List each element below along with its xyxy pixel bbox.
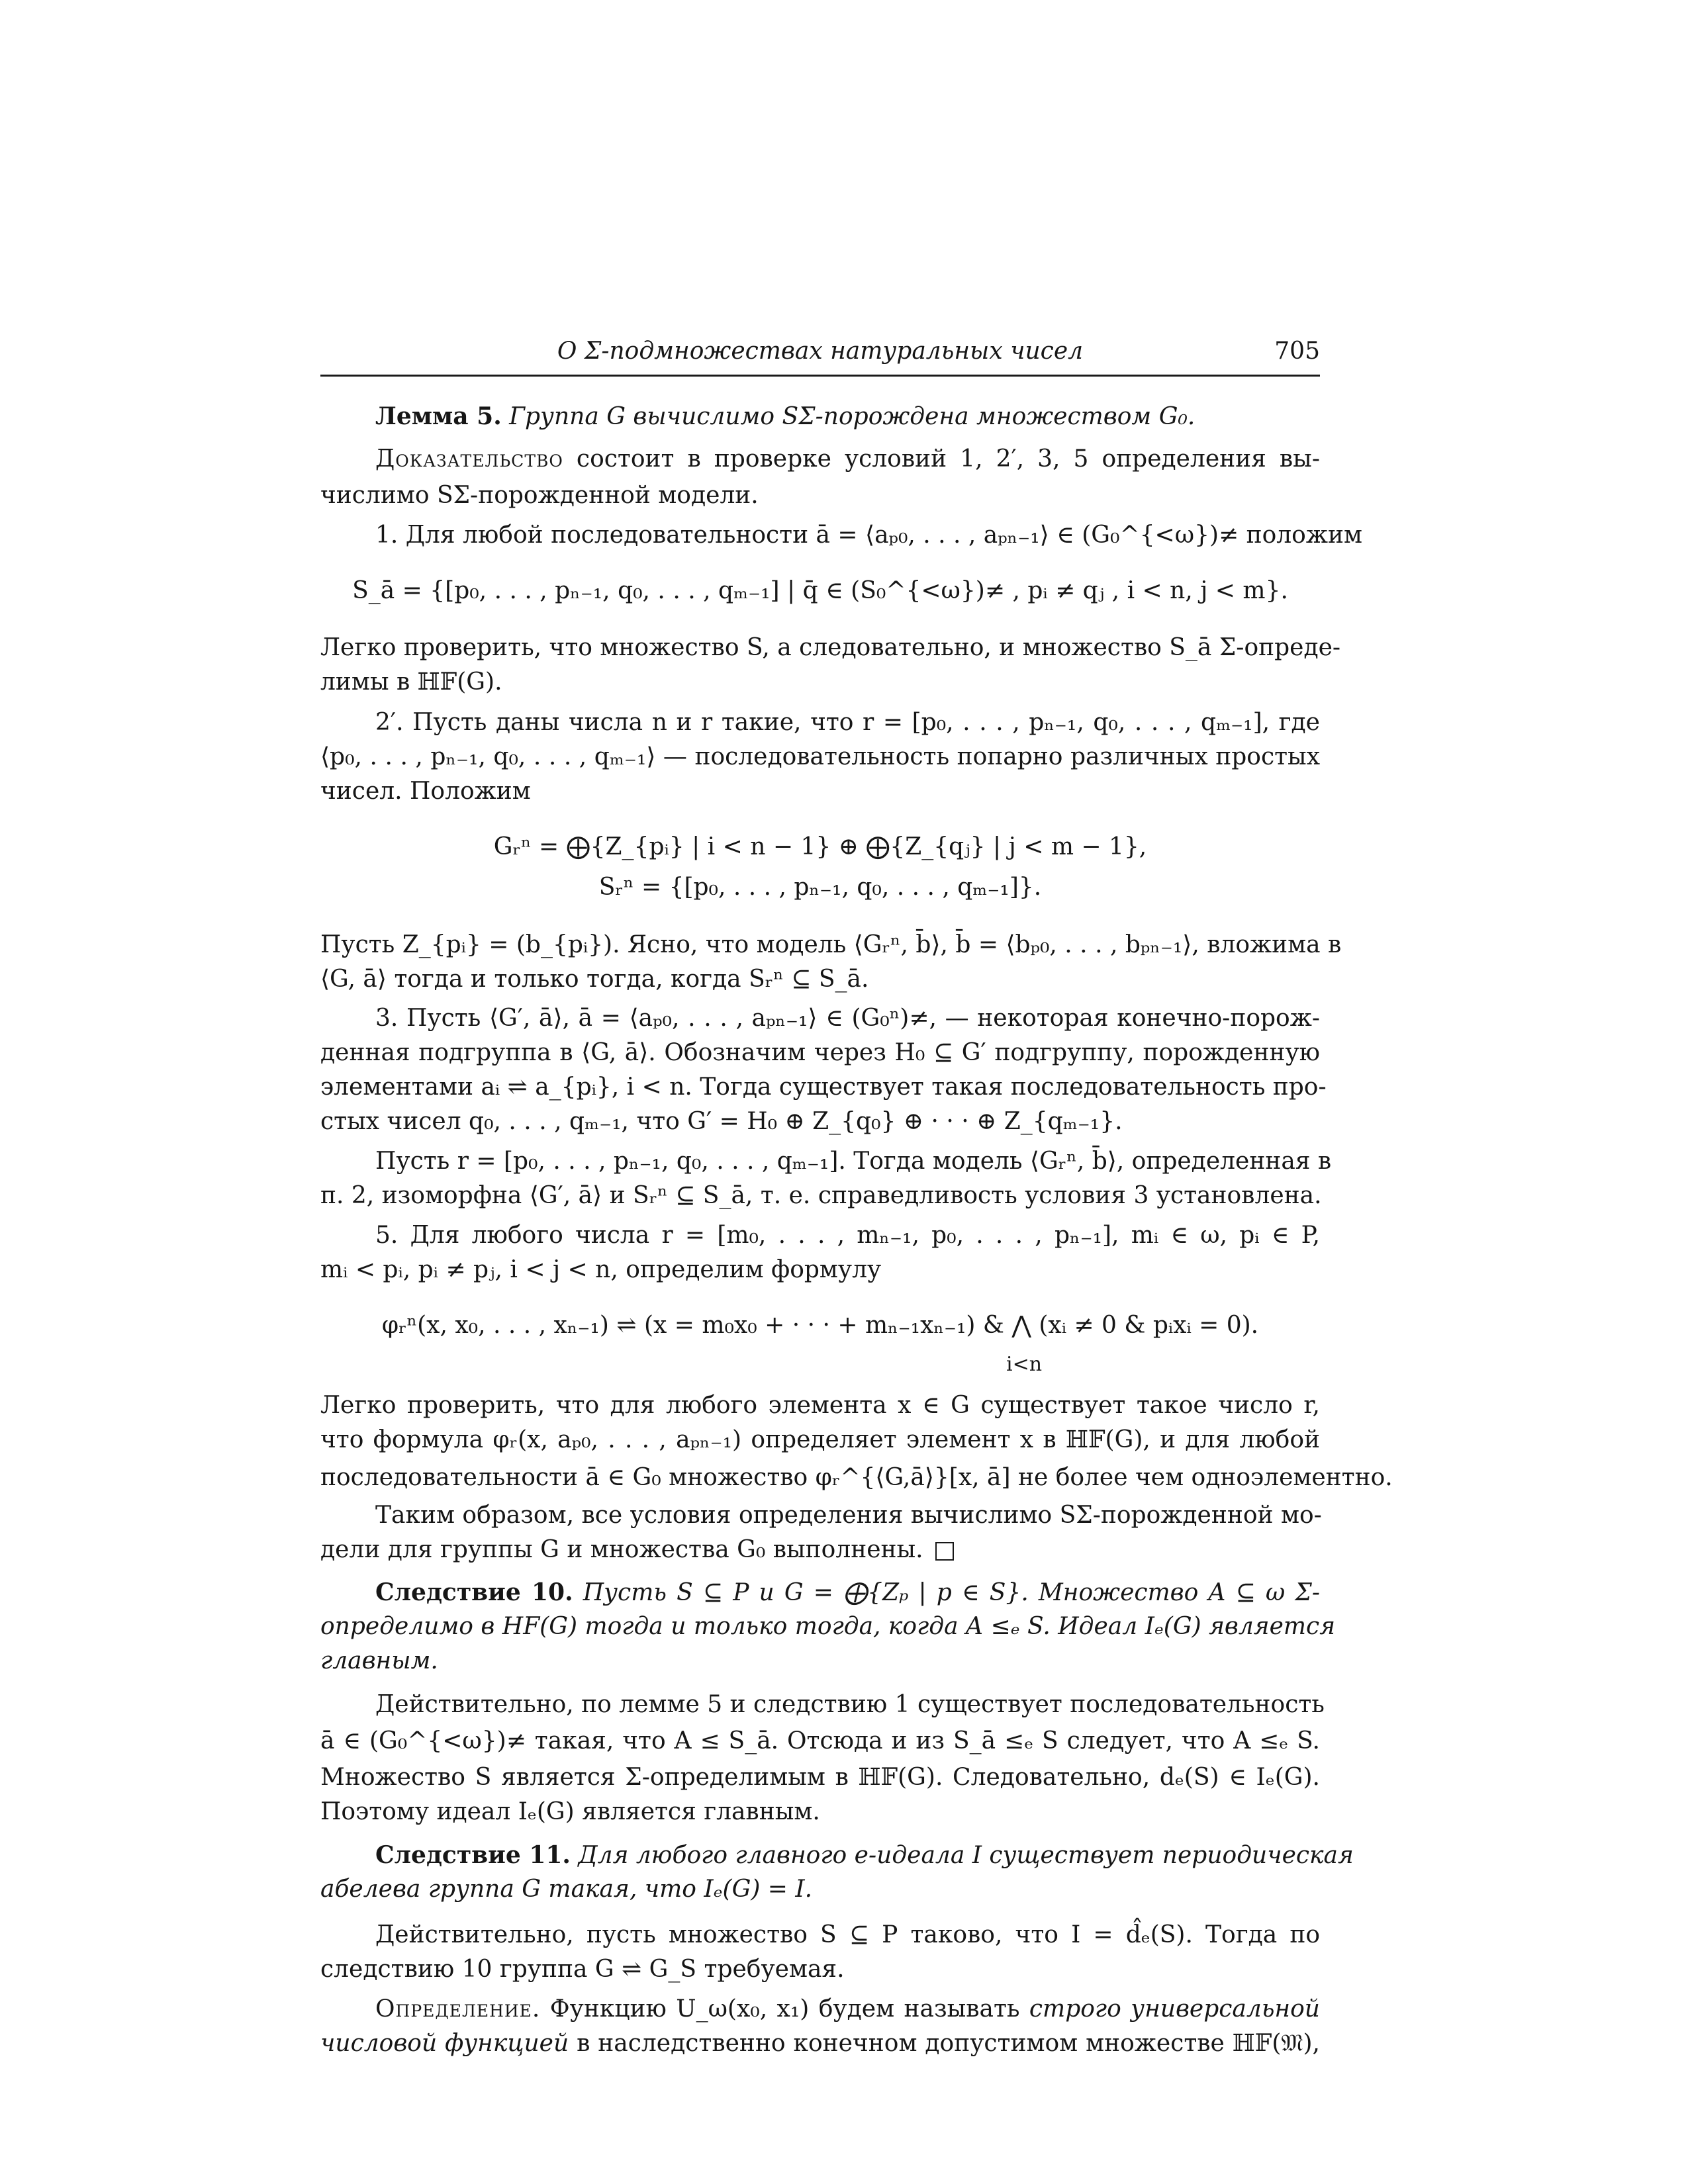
formula-subscript: i<n (1006, 1353, 1043, 1376)
lemma-heading (375, 399, 1320, 433)
corollary-statement: Пусть S ⊆ P и G = ⨁{Zₚ | p ∈ S}. Множество A ⊆ ω Σ- (573, 1579, 1320, 1606)
text-line: ⟨p₀, . . . , pₙ₋₁, q₀, . . . , qₘ₋₁⟩ — последовательность попарно различных простых (320, 743, 1320, 770)
running-title: О Σ-подмножествах натуральных чисел (557, 338, 1084, 365)
text-line: определимо в HF(G) тогда и только тогда, когда A ≤ₑ S. Идеал Iₑ(G) является (320, 1613, 1336, 1640)
text-line: mᵢ < pᵢ, pᵢ ≠ pⱼ, i < j < n, определим формулу (320, 1256, 882, 1283)
display-formula: S_ā = {[p₀, . . . , pₙ₋₁, q₀, . . . , qₘ₋₁] | q̄ ∈ (S₀^{<ω})≠ , pᵢ ≠ qⱼ , i < n, j < m}. (352, 577, 1288, 604)
display-formula: φᵣⁿ(x, x₀, . . . , xₙ₋₁) ⇌ (x = m₀x₀ + · · · + mₙ₋₁xₙ₋₁) & ⋀ (xᵢ ≠ 0 & pᵢxᵢ = 0). (381, 1312, 1259, 1339)
text-span: числовой функцией (320, 2030, 569, 2057)
text-span: состоит в проверке условий 1, 2′, 3, 5 определения вы- (563, 445, 1320, 473)
text-line: Таким образом, все условия определения вычислимо SΣ-порожденной мо- (375, 1502, 1322, 1529)
text-line: п. 2, изоморфна ⟨G′, ā⟩ и Sᵣⁿ ⊆ S_ā, т. е. справедливость условия 3 установлена. (320, 1182, 1322, 1209)
text-line: Поэтому идеал Iₑ(G) является главным. (320, 1798, 820, 1825)
proof-label: Доказательство (375, 445, 563, 473)
text-line: Легко проверить, что множество S, а следовательно, и множество S_ā Σ-опреде- (320, 634, 1341, 661)
corollary-statement: Для любого главного e-идеала I существует периодическая (570, 1842, 1354, 1869)
text-span: Функцию U_ω(x₀, x₁) будем называть (540, 1995, 1029, 2023)
text-line: элементами aᵢ ⇌ a_{pᵢ}, i < n. Тогда существует такая последовательность про- (320, 1073, 1327, 1101)
corollary-label: Следствие 10. (375, 1578, 573, 1606)
text-line: Действительно, пусть множество S ⊆ P таково, что I = d̂ₑ(S). Тогда по (375, 1921, 1320, 1948)
text-line: 3. Пусть ⟨G′, ā⟩, ā = ⟨aₚ₀, . . . , aₚₙ₋₁⟩ ∈ (G₀ⁿ)≠, — некоторая конечно-порож- (375, 1005, 1320, 1032)
definition-line (375, 1992, 1320, 2026)
text-line (320, 2026, 1320, 2061)
corollary-10-heading (375, 1575, 1320, 1610)
display-formula: Sᵣⁿ = {[p₀, . . . , pₙ₋₁, q₀, . . . , qₘ₋₁]}. (598, 874, 1042, 901)
text-line: чисел. Положим (320, 778, 531, 805)
text-line: числимо SΣ-порожденной модели. (320, 482, 759, 509)
text-line: ā ∈ (G₀^{<ω})≠ такая, что A ≤ S_ā. Отсюда и из S_ā ≤ₑ S следует, что A ≤ₑ S. (320, 1727, 1320, 1754)
corollary-label: Следствие 11. (375, 1841, 571, 1869)
text-line: Действительно, по лемме 5 и следствию 1 существует последовательность (375, 1691, 1325, 1718)
lemma-label: Лемма 5. (375, 402, 502, 430)
text-line: Пусть r = [p₀, . . . , pₙ₋₁, q₀, . . . , qₘ₋₁]. Тогда модель ⟨Gᵣⁿ, b̄⟩, определенная в (375, 1148, 1332, 1175)
text-span: дели для группы G и множества G₀ выполнены. (320, 1536, 923, 1563)
text-line (375, 442, 1320, 477)
corollary-11-heading (375, 1838, 1354, 1872)
text-line: стых чисел q₀, . . . , qₘ₋₁, что G′ = H₀ ⊕ Z_{q₀} ⊕ · · · ⊕ Z_{qₘ₋₁}. (320, 1108, 1123, 1135)
text-line: последовательности ā ∈ G₀ множество φᵣ^{⟨G,ā⟩}[x, ā] не более чем одноэлементно. (320, 1464, 1393, 1491)
text-line: Множество S является Σ-определимым в ℍ𝔽(G). Следовательно, dₑ(S) ∈ Iₑ(G). (320, 1764, 1320, 1791)
text-span: строго универсальной (1029, 1995, 1320, 2023)
page-number: 705 (1274, 338, 1320, 365)
qed-square-icon (935, 1542, 954, 1561)
text-line: 2′. Пусть даны числа n и r такие, что r = [p₀, . . . , pₙ₋₁, q₀, . . . , qₘ₋₁], где (375, 709, 1320, 736)
text-line: абелева группа G такая, что Iₑ(G) = I. (320, 1876, 813, 1903)
text-line: денная подгруппа в ⟨G, ā⟩. Обозначим через H₀ ⊆ G′ подгруппу, порожденную (320, 1039, 1320, 1066)
text-line: Легко проверить, что для любого элемента x ∈ G существует такое число r, (320, 1392, 1320, 1419)
text-line: лимы в ℍ𝔽(G). (320, 668, 502, 696)
text-line (320, 1533, 1320, 1567)
text-line: главным. (320, 1647, 438, 1674)
text-line: следствию 10 группа G ⇌ G_S требуемая. (320, 1956, 845, 1983)
display-formula: Gᵣⁿ = ⨁{Z_{pᵢ} | i < n − 1} ⊕ ⨁{Z_{qⱼ} | j < m − 1}, (493, 833, 1147, 860)
definition-label: Определение. (375, 1995, 541, 2023)
running-header (320, 335, 1320, 377)
text-line: ⟨G, ā⟩ тогда и только тогда, когда Sᵣⁿ ⊆ S_ā. (320, 966, 869, 993)
text-line: 1. Для любой последовательности ā = ⟨aₚ₀, . . . , aₚₙ₋₁⟩ ∈ (G₀^{<ω})≠ положим (375, 522, 1362, 549)
text-span: в наследственно конечном допустимом множестве ℍ𝔽(𝔐), (569, 2030, 1320, 2057)
text-line: 5. Для любого числа r = [m₀, . . . , mₙ₋₁, p₀, . . . , pₙ₋₁], mᵢ ∈ ω, pᵢ ∈ P, (375, 1222, 1320, 1249)
text-line: что формула φᵣ(x, aₚ₀, . . . , aₚₙ₋₁) определяет элемент x в ℍ𝔽(G), и для любой (320, 1426, 1320, 1453)
lemma-statement: Группа G вычислимо SΣ-порождена множеством G₀. (501, 403, 1196, 430)
text-line: Пусть Z_{pᵢ} = (b_{pᵢ}). Ясно, что модель ⟨Gᵣⁿ, b̄⟩, b̄ = ⟨bₚ₀, . . . , bₚₙ₋₁⟩, вложима в (320, 931, 1342, 958)
